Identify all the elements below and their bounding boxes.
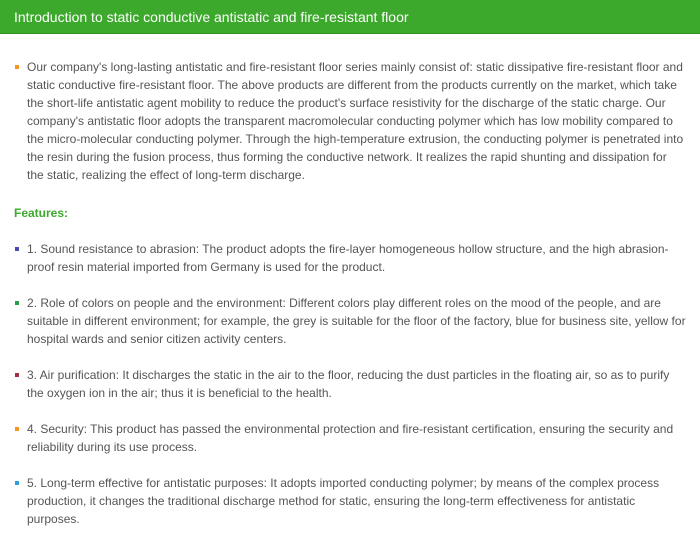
feature-text: 5. Long-term effective for antistatic purposes: It adopts imported conducting polymer; by means of the complex process production, it changes the traditional discharge method for static, ensuring the long-term effectiveness for antistatic purposes. <box>27 476 660 526</box>
page-title: Introduction to static conductive antistatic and fire-resistant floor <box>14 9 409 25</box>
feature-item <box>14 474 686 528</box>
intro-paragraph <box>14 58 686 184</box>
feature-text: 3. Air purification: It discharges the static in the air to the floor, reducing the dust particles in the floating air, so as to purify the oxygen ion in the air; thus it is beneficial to the health. <box>27 368 670 400</box>
feature-text: 4. Security: This product has passed the environmental protection and fire-resistant certification, ensuring the security and reliability during its use process. <box>27 422 674 454</box>
feature-item <box>14 366 686 402</box>
feature-item <box>14 240 686 276</box>
bullet-icon <box>15 301 19 305</box>
feature-text: 1. Sound resistance to abrasion: The product adopts the fire-layer homogeneous hollow structure, and the high abrasion-proof resin material imported from Germany is used for the product. <box>27 242 669 274</box>
bullet-icon <box>15 65 19 69</box>
feature-item <box>14 294 686 348</box>
page-header <box>0 0 700 34</box>
features-heading: Features: <box>14 206 69 220</box>
feature-text: 2. Role of colors on people and the environment: Different colors play different roles on the mood of the people, and are suitable in different environment; for example, the grey is suitable for the floor of the factory, blue for business site, yellow for hospital wards and senior citizen activity centers. <box>27 296 686 346</box>
bullet-icon <box>15 373 19 377</box>
bullet-icon <box>15 481 19 485</box>
intro-text: Our company's long-lasting antistatic and fire-resistant floor series mainly consist of: static dissipative fire-resistant floor and static conductive fire-resistant floor. The above products are different from the products currently on the market, which take the short-life antistatic agent mobility to reduce the product's surface resistivity for the discharge of the static charge. Our company's antistatic floor adopts the transparent macromolecular conducting polymer which has low mobility compared to the micro-molecular conducting polymer. Through the high-temperature extrusion, the conducting polymer is penetrated into the resin during the fusion process, thus forming the conductive network. It realizes the rapid shunting and dissipation for the static, realizing the effect of long-term discharge. <box>27 60 684 182</box>
content-area <box>0 34 700 528</box>
bullet-icon <box>15 247 19 251</box>
bullet-icon <box>15 427 19 431</box>
feature-item <box>14 420 686 456</box>
